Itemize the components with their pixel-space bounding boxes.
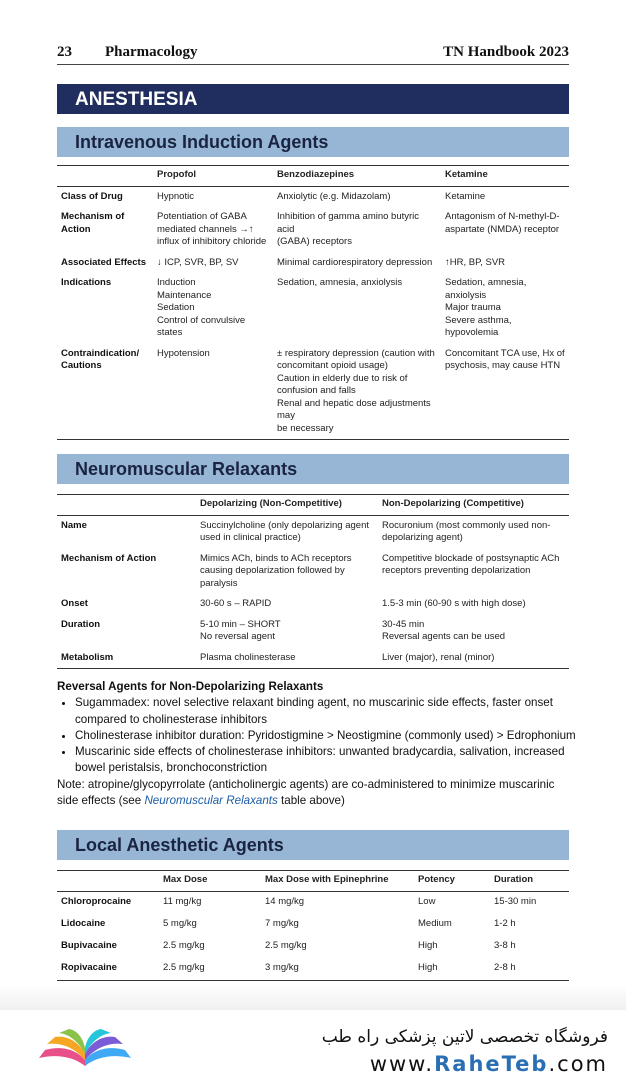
row-header-cell: Indications [61, 277, 112, 288]
list-item: • Cholinesterase inhibitor duration: Pyridostigmine > Neostigmine (commonly used) > Edrophonium [75, 728, 577, 744]
column-header: Max Dose with Epinephrine [265, 874, 389, 885]
row-header-cell: Mechanism of Action [61, 211, 125, 235]
table-cell: Liver (major), renal (minor) [382, 651, 495, 663]
table-cell: Sedation, amnesia, anxiolysis Major trauma Severe asthma, hypovolemia [445, 277, 527, 338]
column-header: Ketamine [445, 169, 488, 180]
table-header-row [57, 166, 569, 187]
table-cell: 30-45 min Reversal agents can be used [382, 618, 506, 642]
table-row [57, 648, 569, 669]
column-header: Duration [494, 874, 534, 885]
row-header-cell: Mechanism of Action [61, 552, 157, 564]
la-agents-table [57, 870, 569, 981]
table-row [57, 273, 569, 344]
table-cell: Anxiolytic (e.g. Midazolam) [277, 190, 391, 202]
table-cell: High [418, 961, 438, 973]
table-row [57, 615, 569, 648]
store-url[interactable]: www.RaheTeb.com [369, 1052, 608, 1076]
column-header [57, 495, 196, 516]
table-cell: Hypnotic [157, 190, 194, 202]
row-header-cell: Onset [61, 598, 88, 609]
row-header-cell: Contraindication/ Cautions [61, 347, 140, 371]
chapter-title: ANESTHESIA [57, 84, 569, 114]
table-cell: 5 mg/kg [163, 917, 197, 929]
column-header: Max Dose [163, 874, 208, 885]
table-row [57, 914, 569, 936]
nm-relaxants-table [57, 494, 569, 669]
note-link[interactable]: Neuromuscular Relaxants [144, 794, 278, 808]
table-cell: 1.5-3 min (60-90 s with high dose) [382, 598, 526, 609]
table-header-row [57, 871, 569, 892]
table-cell: 15-30 min [494, 895, 537, 907]
table-cell: 2-8 h [494, 961, 516, 973]
table-cell: ↓ ICP, SVR, BP, SV [157, 256, 239, 268]
table-row [57, 958, 569, 981]
table-cell: Antagonism of N-methyl-D- aspartate (NMDA) receptor [445, 211, 560, 235]
iv-section-title: Intravenous Induction Agents [57, 127, 569, 157]
table-row [57, 594, 569, 615]
row-header-cell: Lidocaine [61, 917, 106, 929]
note-text-end: table above) [277, 794, 345, 808]
page-number: 23 [57, 44, 72, 60]
row-header-cell: Name [61, 519, 87, 531]
table-row [57, 515, 569, 549]
table-cell: ± respiratory depression (caution with concomitant opioid usage) Caution in elderly due to risk of confusion and falls Renal and hepatic dose adjustments may be necessary [277, 347, 435, 434]
reversal-note [57, 777, 577, 810]
column-header: Non-Depolarizing (Competitive) [382, 498, 524, 509]
table-cell: Inhibition of gamma amino butyric acid (GABA) receptors [277, 211, 420, 247]
row-header-cell: Class of Drug [61, 190, 123, 202]
header-rule [57, 64, 569, 65]
list-item: • Sugammadex: novel selective relaxant binding agent, no muscarinic side effects, faster onset compared to cholinesterase inhibitors [75, 695, 577, 728]
table-cell: Plasma cholinesterase [200, 651, 296, 663]
row-header-cell: Metabolism [61, 651, 114, 663]
table-cell: 14 mg/kg [265, 895, 305, 907]
table-cell: Sedation, amnesia, anxiolysis [277, 277, 403, 288]
column-header: Benzodiazepines [277, 169, 355, 180]
table-cell: Mimics ACh, binds to ACh receptors causing depolarization followed by paralysis [200, 552, 352, 589]
table-cell: 2.5 mg/kg [163, 939, 205, 951]
page-shadow [0, 985, 626, 1010]
table-cell: 5-10 min – SHORT No reversal agent [200, 618, 281, 642]
column-header [57, 871, 159, 892]
table-cell: 7 mg/kg [265, 917, 299, 929]
table-cell: Concomitant TCA use, Hx of psychosis, may cause HTN [445, 347, 565, 371]
table-cell: Competitive blockade of postsynaptic ACh receptors preventing depolarization [382, 552, 560, 576]
table-row [57, 186, 569, 207]
table-cell: 3-8 h [494, 939, 516, 951]
table-row [57, 891, 569, 914]
store-name: فروشگاه تخصصی لاتین پزشکی راه طب [321, 1027, 608, 1047]
table-row [57, 253, 569, 274]
table-header-row [57, 495, 569, 516]
table-cell: Low [418, 895, 436, 907]
row-header-cell: Ropivacaine [61, 961, 117, 973]
column-header: Potency [418, 874, 455, 885]
iv-agents-table [57, 165, 569, 440]
table-cell: ↑HR, BP, SVR [445, 256, 506, 268]
nm-section-title: Neuromuscular Relaxants [57, 454, 569, 484]
table-row [57, 207, 569, 253]
row-header-cell: Chloroprocaine [61, 895, 132, 907]
column-header: Depolarizing (Non-Competitive) [200, 498, 342, 509]
column-header [57, 166, 153, 187]
table-cell: High [418, 939, 438, 951]
section-name: Pharmacology [105, 44, 198, 60]
table-cell: Succinylcholine (only depolarizing agent used in clinical practice) [200, 519, 369, 543]
table-cell: Medium [418, 917, 452, 929]
row-header-cell: Bupivacaine [61, 939, 117, 951]
table-cell: 2.5 mg/kg [163, 961, 205, 973]
book-title: TN Handbook 2023 [443, 44, 569, 60]
row-header-cell: Associated Effects [61, 256, 147, 268]
table-row [57, 936, 569, 958]
column-header: Propofol [157, 169, 197, 180]
list-item: • Muscarinic side effects of cholinesterase inhibitors: unwanted bradycardia, salivation, increased bowel peristalsis, bronchoconstriction [75, 744, 577, 777]
table-cell: Rocuronium (most commonly used non- depolarizing agent) [382, 519, 551, 543]
la-section-title: Local Anesthetic Agents [57, 830, 569, 860]
row-header-cell: Duration [61, 618, 101, 630]
table-cell: Minimal cardiorespiratory depression [277, 256, 433, 268]
table-cell: Ketamine [445, 190, 486, 202]
reversal-list [57, 695, 577, 776]
table-cell: 3 mg/kg [265, 961, 299, 973]
open-book-logo [35, 1026, 135, 1070]
reversal-title: Reversal Agents for Non-Depolarizing Relaxants [57, 680, 324, 693]
note-text: Note: atropine/glycopyrrolate (anticholinergic agents) are co-administered to minimize muscarinic side effects (see [57, 777, 555, 808]
table-cell: 2.5 mg/kg [265, 939, 307, 951]
table-cell: Potentiation of GABA mediated channels →↑ influx of inhibitory chloride [157, 211, 267, 247]
running-header [57, 44, 569, 62]
table-row [57, 549, 569, 595]
table-row [57, 344, 569, 440]
reversal-agents-block [57, 679, 577, 809]
table-cell: Induction Maintenance Sedation Control of convulsive states [157, 277, 246, 338]
table-cell: Hypotension [157, 347, 210, 359]
table-cell: 1-2 h [494, 917, 516, 929]
table-cell: 11 mg/kg [163, 895, 202, 907]
table-cell: 30-60 s – RAPID [200, 598, 272, 609]
